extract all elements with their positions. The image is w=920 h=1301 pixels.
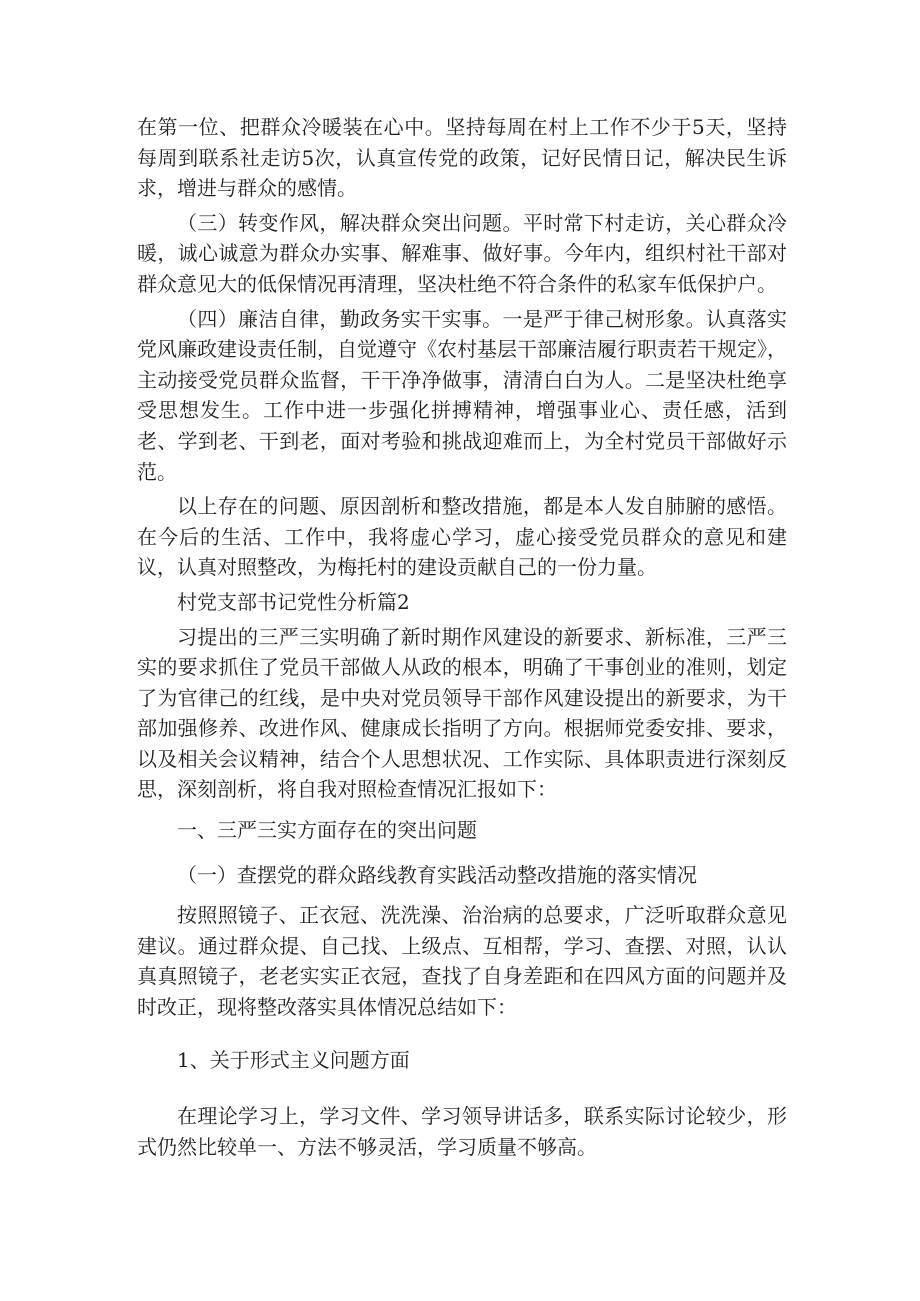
paragraph-conclusion: 以上存在的问题、原因剖析和整改措施，都是本人发自肺腑的感悟。在今后的生活、工作中，我将虚心学习，虚心接受党员群众的意见和建议，认真对照整改，为梅托村的建设贡献自己的一份力量。 <box>137 494 787 580</box>
subsection-heading-1: （一）查摆党的群众路线教育实践活动整改措施的落实情况 <box>177 862 697 887</box>
paragraph-continuation: 在第一位、把群众冷暖装在心中。坚持每周在村上工作不少于5天，坚持每周到联系社走访5次，认真宣传党的政策，记好民情日记，解决民生诉求，增进与群众的感情。 <box>137 115 787 201</box>
paragraph-rectification: 按照照镜子、正衣冠、洗洗澡、治治病的总要求，广泛听取群众意见建议。通过群众提、自己找、上级点、互相帮，学习、查摆、对照，认认真真照镜子，老老实实正衣冠，查找了自身差距和在四风方面的问题并及时改正，现将整改落实具体情况总结如下： <box>137 903 787 1020</box>
article-heading: 村党支部书记党性分析篇2 <box>177 589 410 614</box>
paragraph-intro: 习提出的三严三实明确了新时期作风建设的新要求、新标准，三严三实的要求抓住了党员干部做人从政的根本，明确了干事创业的准则，划定了为官律己的红线，是中央对党员领导干部作风建设提出的新要求，为干部加强修养、改进作风、健康成长指明了方向。根据师党委安排、要求，以及相关会议精神，结合个人思想状况、工作实际、具体职责进行深刻反思，深刻剖析，将自我对照检查情况汇报如下： <box>137 624 787 802</box>
paragraph-formalism: 在理论学习上，学习文件、学习领导讲话多，联系实际讨论较少，形式仍然比较单一、方法不够灵活，学习质量不够高。 <box>137 1104 787 1159</box>
section-heading-1: 一、三严三实方面存在的突出问题 <box>177 818 477 843</box>
item-heading-1: 1、关于形式主义问题方面 <box>177 1047 410 1072</box>
paragraph-section-4: （四）廉洁自律，勤政务实干实事。一是严于律己树形象。认真落实党风廉政建设责任制，自觉遵守《农村基层干部廉洁履行职责若干规定》，主动接受党员群众监督，干干净净做事，清清白白为人。二是坚决杜绝享受思想发生。工作中进一步强化拼搏精神，增强事业心、责任感，活到老、学到老、干到老，面对考验和挑战迎难而上，为全村党员干部做好示范。 <box>137 306 787 484</box>
document-body <box>137 112 787 1162</box>
paragraph-section-3: （三）转变作风，解决群众突出问题。平时常下村走访，关心群众冷暖，诚心诚意为群众办实事、解难事、做好事。今年内，组织村社干部对群众意见大的低保情况再清理，坚决杜绝不符合条件的私家车低保护户。 <box>137 210 787 296</box>
